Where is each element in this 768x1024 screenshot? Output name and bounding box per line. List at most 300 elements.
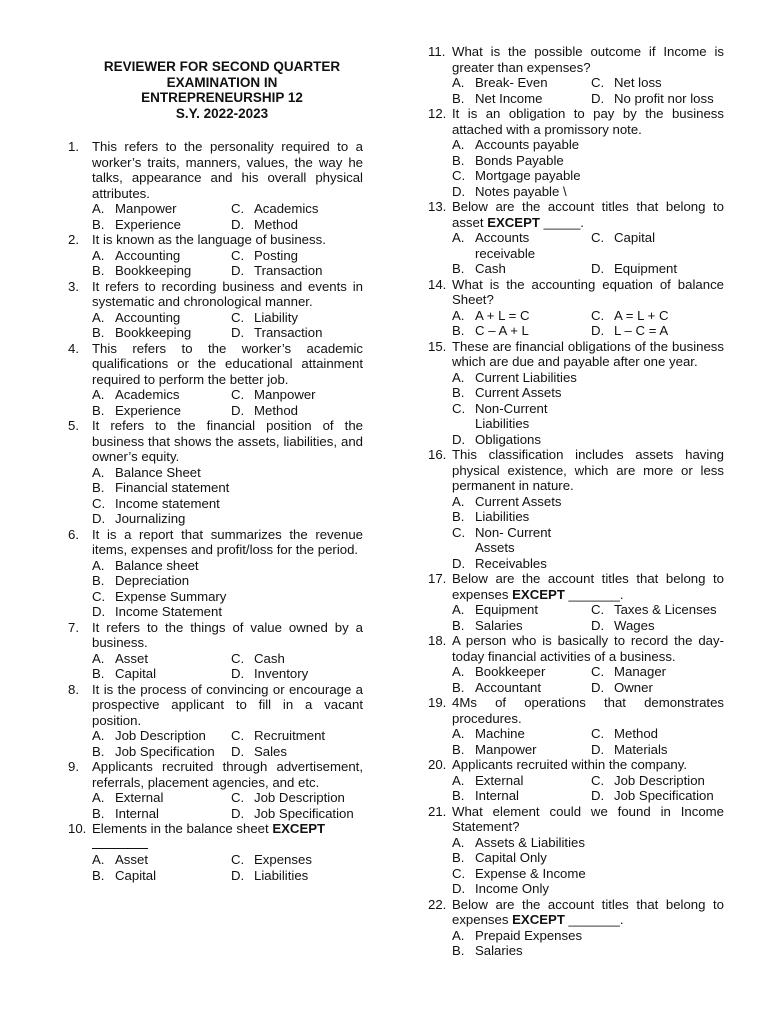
option-letter: D. — [591, 741, 605, 757]
question-number: 14. — [428, 276, 447, 292]
answer-option[interactable] — [231, 403, 298, 419]
left-question-column — [68, 139, 363, 883]
answer-options — [428, 494, 724, 572]
option-row — [92, 806, 363, 822]
answer-option[interactable] — [591, 726, 658, 742]
question-stem-row — [428, 277, 724, 308]
option-letter: C. — [452, 168, 466, 183]
option-letter: B. — [452, 943, 465, 958]
option-letter: C. — [452, 524, 466, 540]
question-item — [428, 897, 724, 959]
option-text: Balance Sheet — [115, 464, 201, 480]
answer-option[interactable] — [92, 403, 231, 419]
answer-option[interactable] — [231, 868, 308, 884]
answer-options — [68, 310, 363, 341]
option-row — [92, 387, 363, 403]
except-keyword: EXCEPT — [272, 821, 326, 836]
answer-option[interactable] — [591, 230, 655, 261]
option-row — [452, 788, 724, 804]
answer-option[interactable] — [452, 230, 591, 261]
question-item — [68, 279, 363, 341]
option-letter: A. — [452, 726, 465, 741]
option-text: Internal — [115, 805, 159, 821]
question-text — [452, 571, 724, 602]
option-row — [452, 494, 724, 510]
option-row — [92, 589, 363, 605]
option-row — [452, 835, 724, 851]
question-item — [68, 418, 363, 527]
answer-option[interactable] — [92, 201, 231, 217]
question-text — [92, 821, 363, 837]
option-letter: A. — [92, 201, 105, 216]
answer-blank-line — [68, 837, 363, 853]
option-letter: B. — [452, 323, 465, 338]
answer-option[interactable] — [231, 263, 322, 279]
answer-option[interactable] — [591, 618, 655, 634]
answer-options — [428, 230, 724, 277]
question-text-part: _____. — [539, 214, 584, 230]
answer-option[interactable] — [92, 604, 231, 620]
option-text: Break- Even — [475, 75, 548, 90]
answer-option[interactable] — [92, 496, 231, 512]
question-item — [428, 757, 724, 804]
answer-option[interactable] — [92, 651, 231, 667]
answer-option[interactable] — [591, 308, 669, 324]
question-item — [428, 695, 724, 757]
question-item — [68, 759, 363, 821]
option-text: Assets & Liabilities — [475, 834, 585, 850]
option-row — [92, 728, 363, 744]
answer-option[interactable] — [92, 480, 231, 496]
option-row — [92, 248, 363, 264]
answer-option[interactable] — [92, 325, 231, 341]
option-letter: B. — [92, 666, 105, 681]
answer-option[interactable] — [92, 310, 231, 326]
answer-option[interactable] — [231, 201, 319, 217]
option-letter: A. — [452, 602, 465, 617]
question-text-part: _______. — [564, 586, 624, 602]
option-row — [452, 184, 724, 200]
answer-option[interactable] — [591, 773, 705, 789]
answer-option[interactable] — [231, 325, 322, 341]
option-letter: A. — [452, 834, 465, 850]
answer-options — [428, 664, 724, 695]
option-row — [92, 744, 363, 760]
answer-option[interactable] — [92, 248, 231, 264]
answer-option[interactable] — [92, 465, 231, 481]
option-text: C – A + L — [475, 323, 529, 338]
question-number: 10. — [68, 821, 87, 836]
question-stem-row — [428, 695, 724, 726]
option-text: Receivables — [475, 555, 547, 571]
option-letter: C. — [92, 588, 106, 604]
question-text: It is known as the language of business. — [92, 232, 326, 247]
option-row — [452, 866, 724, 882]
answer-option[interactable] — [452, 494, 591, 510]
answer-option[interactable] — [92, 806, 231, 822]
option-letter: C. — [231, 728, 245, 743]
option-letter: A. — [452, 664, 465, 679]
option-letter: C. — [231, 852, 245, 867]
answer-option[interactable] — [452, 602, 591, 618]
answer-option[interactable] — [452, 184, 591, 200]
option-row — [452, 943, 724, 959]
answer-option[interactable] — [452, 432, 591, 448]
answer-option[interactable] — [452, 742, 591, 758]
question-text: 4Ms of operations that demonstrates procedures. — [452, 695, 724, 726]
answer-option[interactable] — [92, 790, 231, 806]
option-text: L – C = A — [614, 323, 669, 338]
question-stem-row — [68, 821, 363, 837]
answer-option[interactable] — [591, 664, 666, 680]
answer-option[interactable] — [231, 310, 298, 326]
option-row — [92, 666, 363, 682]
option-text: Method — [254, 216, 298, 232]
option-letter: A. — [92, 464, 105, 480]
answer-option[interactable] — [231, 728, 325, 744]
option-row — [452, 881, 724, 897]
option-text: Manpower — [115, 201, 177, 216]
answer-option[interactable] — [452, 928, 591, 944]
option-letter: C. — [591, 772, 605, 788]
answer-options — [68, 558, 363, 620]
option-text: Experience — [115, 402, 181, 418]
option-text: Liabilities — [254, 867, 309, 883]
answer-option[interactable] — [452, 664, 591, 680]
option-letter: D. — [452, 555, 466, 571]
option-letter: D. — [591, 261, 605, 276]
option-text: Manpower — [254, 387, 316, 402]
answer-option[interactable] — [92, 263, 231, 279]
question-number: 15. — [428, 338, 447, 354]
answer-options — [428, 137, 724, 199]
answer-option[interactable] — [92, 217, 231, 233]
question-number: 21. — [428, 803, 447, 819]
question-item — [428, 106, 724, 199]
question-number: 13. — [428, 199, 447, 214]
option-text: Manpower — [475, 741, 537, 757]
question-stem-row — [428, 633, 724, 664]
answer-option[interactable] — [452, 943, 591, 959]
option-letter: C. — [452, 865, 466, 881]
option-text: Salaries — [475, 617, 523, 633]
question-stem-row — [428, 571, 724, 602]
option-text: Job Specification — [254, 805, 354, 821]
question-item — [68, 821, 363, 883]
option-letter: B. — [452, 617, 465, 633]
answer-option[interactable] — [92, 511, 231, 527]
option-letter: A. — [92, 309, 105, 325]
option-text: Bonds Payable — [475, 152, 564, 168]
option-text: Capital — [115, 867, 157, 883]
option-row — [452, 401, 724, 432]
option-row — [452, 168, 724, 184]
option-text: Current Liabilities — [475, 369, 577, 385]
question-text: What is the accounting equation of balance Sheet? — [452, 276, 724, 307]
question-text — [452, 897, 724, 928]
option-text: Academics — [254, 201, 319, 216]
option-letter: D. — [591, 788, 605, 803]
option-letter: D. — [591, 617, 605, 633]
question-number: 16. — [428, 447, 447, 462]
option-text: Capital — [614, 230, 656, 245]
answer-option[interactable] — [452, 525, 591, 556]
option-text: Net Income — [475, 90, 543, 106]
answer-options — [428, 370, 724, 448]
option-letter: B. — [92, 573, 105, 588]
option-letter: A. — [92, 247, 105, 263]
question-item — [428, 571, 724, 633]
answer-option[interactable] — [92, 387, 231, 403]
answer-option[interactable] — [452, 153, 591, 169]
question-item — [68, 341, 363, 419]
except-keyword: EXCEPT — [487, 214, 540, 230]
option-text: Accounts payable — [475, 137, 580, 152]
question-text: It refers to recording business and events in systematic and chronological manner. — [92, 278, 363, 309]
question-text-part: Below are the account titles that belong to asset — [452, 199, 724, 230]
option-letter: D. — [231, 216, 245, 232]
answer-option[interactable] — [231, 666, 308, 682]
option-text: Method — [614, 726, 658, 741]
option-letter: B. — [452, 788, 465, 803]
option-letter: D. — [92, 511, 106, 526]
option-row — [452, 680, 724, 696]
answer-option[interactable] — [591, 742, 668, 758]
answer-options — [68, 387, 363, 418]
answer-option[interactable] — [452, 91, 591, 107]
option-text: Job Specification — [115, 743, 215, 759]
question-text — [452, 199, 724, 230]
answer-option[interactable] — [452, 385, 591, 401]
answer-option[interactable] — [231, 790, 345, 806]
question-text-part: _______. — [564, 912, 624, 927]
option-row — [92, 310, 363, 326]
question-stem-row — [68, 527, 363, 558]
answer-options — [68, 248, 363, 279]
option-row — [452, 726, 724, 742]
answer-option[interactable] — [591, 91, 714, 107]
question-stem-row — [68, 232, 363, 248]
answer-option[interactable] — [452, 75, 591, 91]
option-row — [92, 465, 363, 481]
title-line-2: EXAMINATION IN — [166, 74, 278, 90]
answer-option[interactable] — [452, 323, 591, 339]
option-letter: A. — [92, 728, 105, 743]
option-row — [452, 261, 724, 277]
question-number: 6. — [68, 526, 79, 542]
option-row — [92, 403, 363, 419]
option-letter: A. — [92, 650, 105, 666]
answer-option[interactable] — [591, 261, 677, 277]
answer-option[interactable] — [452, 773, 591, 789]
option-text: External — [475, 772, 524, 788]
option-row — [452, 618, 724, 634]
option-text: Salaries — [475, 943, 523, 958]
option-letter: B. — [92, 480, 105, 495]
option-letter: C. — [231, 309, 245, 325]
question-stem-row — [428, 106, 724, 137]
option-text: Sales — [254, 743, 287, 759]
question-text: It is an obligation to pay by the business attached with a promissory note. — [452, 106, 724, 137]
option-text: Expense & Income — [475, 865, 586, 881]
answer-option[interactable] — [452, 680, 591, 696]
answer-option[interactable] — [231, 387, 316, 403]
answer-option[interactable] — [231, 806, 354, 822]
answer-option[interactable] — [92, 573, 231, 589]
answer-option[interactable] — [92, 744, 231, 760]
answer-option[interactable] — [452, 370, 591, 386]
option-letter: C. — [452, 400, 466, 416]
answer-option[interactable] — [452, 509, 591, 525]
option-letter: B. — [452, 152, 465, 168]
question-stem-row — [68, 341, 363, 388]
answer-option[interactable] — [231, 248, 298, 264]
answer-option[interactable] — [231, 852, 312, 868]
question-text: It refers to the things of value owned by a business. — [92, 619, 363, 650]
option-text: Notes payable \ — [475, 183, 567, 199]
question-stem-row — [428, 447, 724, 494]
answer-option[interactable] — [92, 852, 231, 868]
option-text: Internal — [475, 788, 519, 803]
title-line-1: REVIEWER FOR SECOND QUARTER — [103, 59, 341, 74]
option-text: Wages — [614, 617, 655, 633]
option-row — [92, 604, 363, 620]
question-text-part: Elements in the balance sheet — [92, 821, 273, 836]
question-text: Applicants recruited within the company. — [452, 757, 688, 772]
option-letter: A. — [92, 852, 105, 867]
option-letter: D. — [231, 325, 245, 340]
question-number: 1. — [68, 139, 79, 154]
option-row — [452, 742, 724, 758]
question-item — [428, 447, 724, 571]
option-letter: C. — [231, 790, 245, 805]
option-text: Materials — [614, 741, 668, 757]
answer-option[interactable] — [591, 602, 717, 618]
question-stem-row — [428, 804, 724, 835]
option-text: Bookkeeping — [115, 263, 192, 278]
option-row — [452, 928, 724, 944]
question-number: 22. — [428, 896, 447, 912]
answer-option[interactable] — [591, 323, 668, 339]
option-letter: D. — [452, 431, 466, 447]
option-text: Transaction — [254, 263, 323, 278]
option-text: Prepaid Expenses — [475, 927, 583, 943]
question-stem-row — [68, 759, 363, 790]
answer-option[interactable] — [452, 137, 591, 153]
question-stem-row — [428, 339, 724, 370]
option-letter: C. — [92, 495, 106, 511]
option-text: Net loss — [614, 75, 662, 90]
answer-option[interactable] — [92, 728, 231, 744]
answer-option[interactable] — [452, 308, 591, 324]
option-letter: A. — [452, 927, 465, 943]
answer-option[interactable] — [452, 881, 591, 897]
option-row — [452, 432, 724, 448]
answer-options — [68, 790, 363, 821]
option-text: Journalizing — [115, 511, 186, 526]
answer-option[interactable] — [591, 788, 714, 804]
option-row — [452, 323, 724, 339]
question-item — [428, 339, 724, 448]
answer-option[interactable] — [452, 556, 591, 572]
option-letter: B. — [92, 805, 105, 821]
answer-option[interactable] — [231, 744, 287, 760]
option-text: Capital Only — [475, 850, 547, 865]
question-item — [428, 277, 724, 339]
answer-option[interactable] — [591, 680, 653, 696]
option-text: Cash — [475, 261, 506, 276]
option-letter: D. — [231, 666, 245, 681]
question-stem-row — [68, 279, 363, 310]
question-number: 2. — [68, 232, 79, 247]
option-row — [452, 525, 724, 556]
option-text: Financial statement — [115, 480, 230, 495]
question-stem-row — [428, 897, 724, 928]
question-text: It is the process of convincing or encourage a prospective applicant to fill in a vacant position. — [92, 681, 363, 728]
option-letter: A. — [92, 387, 105, 402]
question-text: Applicants recruited through advertisement, referrals, placement agencies, and etc. — [92, 759, 363, 790]
answer-option[interactable] — [452, 726, 591, 742]
answer-option[interactable] — [92, 666, 231, 682]
question-number: 3. — [68, 278, 79, 294]
answer-option[interactable] — [452, 835, 591, 851]
answer-options — [428, 928, 724, 959]
option-row — [452, 91, 724, 107]
answer-option[interactable] — [452, 618, 591, 634]
option-letter: B. — [92, 743, 105, 759]
option-text: Non- Current Assets — [475, 524, 552, 555]
answer-option[interactable] — [92, 589, 231, 605]
option-row — [452, 773, 724, 789]
answer-option[interactable] — [452, 866, 591, 882]
option-letter: D. — [591, 323, 605, 338]
option-text: Job Description — [614, 772, 705, 788]
option-letter: D. — [231, 867, 245, 883]
answer-option[interactable] — [231, 651, 285, 667]
answer-option[interactable] — [452, 168, 591, 184]
option-letter: D. — [452, 881, 466, 896]
question-number: 18. — [428, 633, 447, 648]
answer-option[interactable] — [452, 850, 591, 866]
answer-option[interactable] — [92, 868, 231, 884]
answer-options — [428, 773, 724, 804]
option-letter: A. — [452, 230, 465, 245]
question-number: 20. — [428, 757, 447, 772]
answer-option[interactable] — [452, 788, 591, 804]
question-item — [68, 232, 363, 279]
answer-option[interactable] — [92, 558, 231, 574]
question-item — [68, 527, 363, 620]
option-letter: B. — [452, 385, 465, 400]
answer-option[interactable] — [452, 401, 591, 432]
option-text: Job Description — [115, 728, 206, 743]
question-item — [68, 682, 363, 760]
option-letter: A. — [452, 75, 465, 90]
answer-option[interactable] — [231, 217, 298, 233]
option-letter: C. — [591, 230, 605, 245]
question-number: 4. — [68, 340, 79, 356]
option-letter: B. — [452, 509, 465, 524]
answer-option[interactable] — [591, 75, 662, 91]
option-text: Equipment — [475, 602, 539, 617]
option-row — [452, 308, 724, 324]
option-text: Bookkeeping — [115, 325, 192, 340]
option-text: Equipment — [614, 261, 678, 276]
answer-option[interactable] — [452, 261, 591, 277]
question-stem-row — [428, 199, 724, 230]
option-letter: C. — [591, 307, 605, 323]
option-text: Current Assets — [475, 385, 562, 400]
